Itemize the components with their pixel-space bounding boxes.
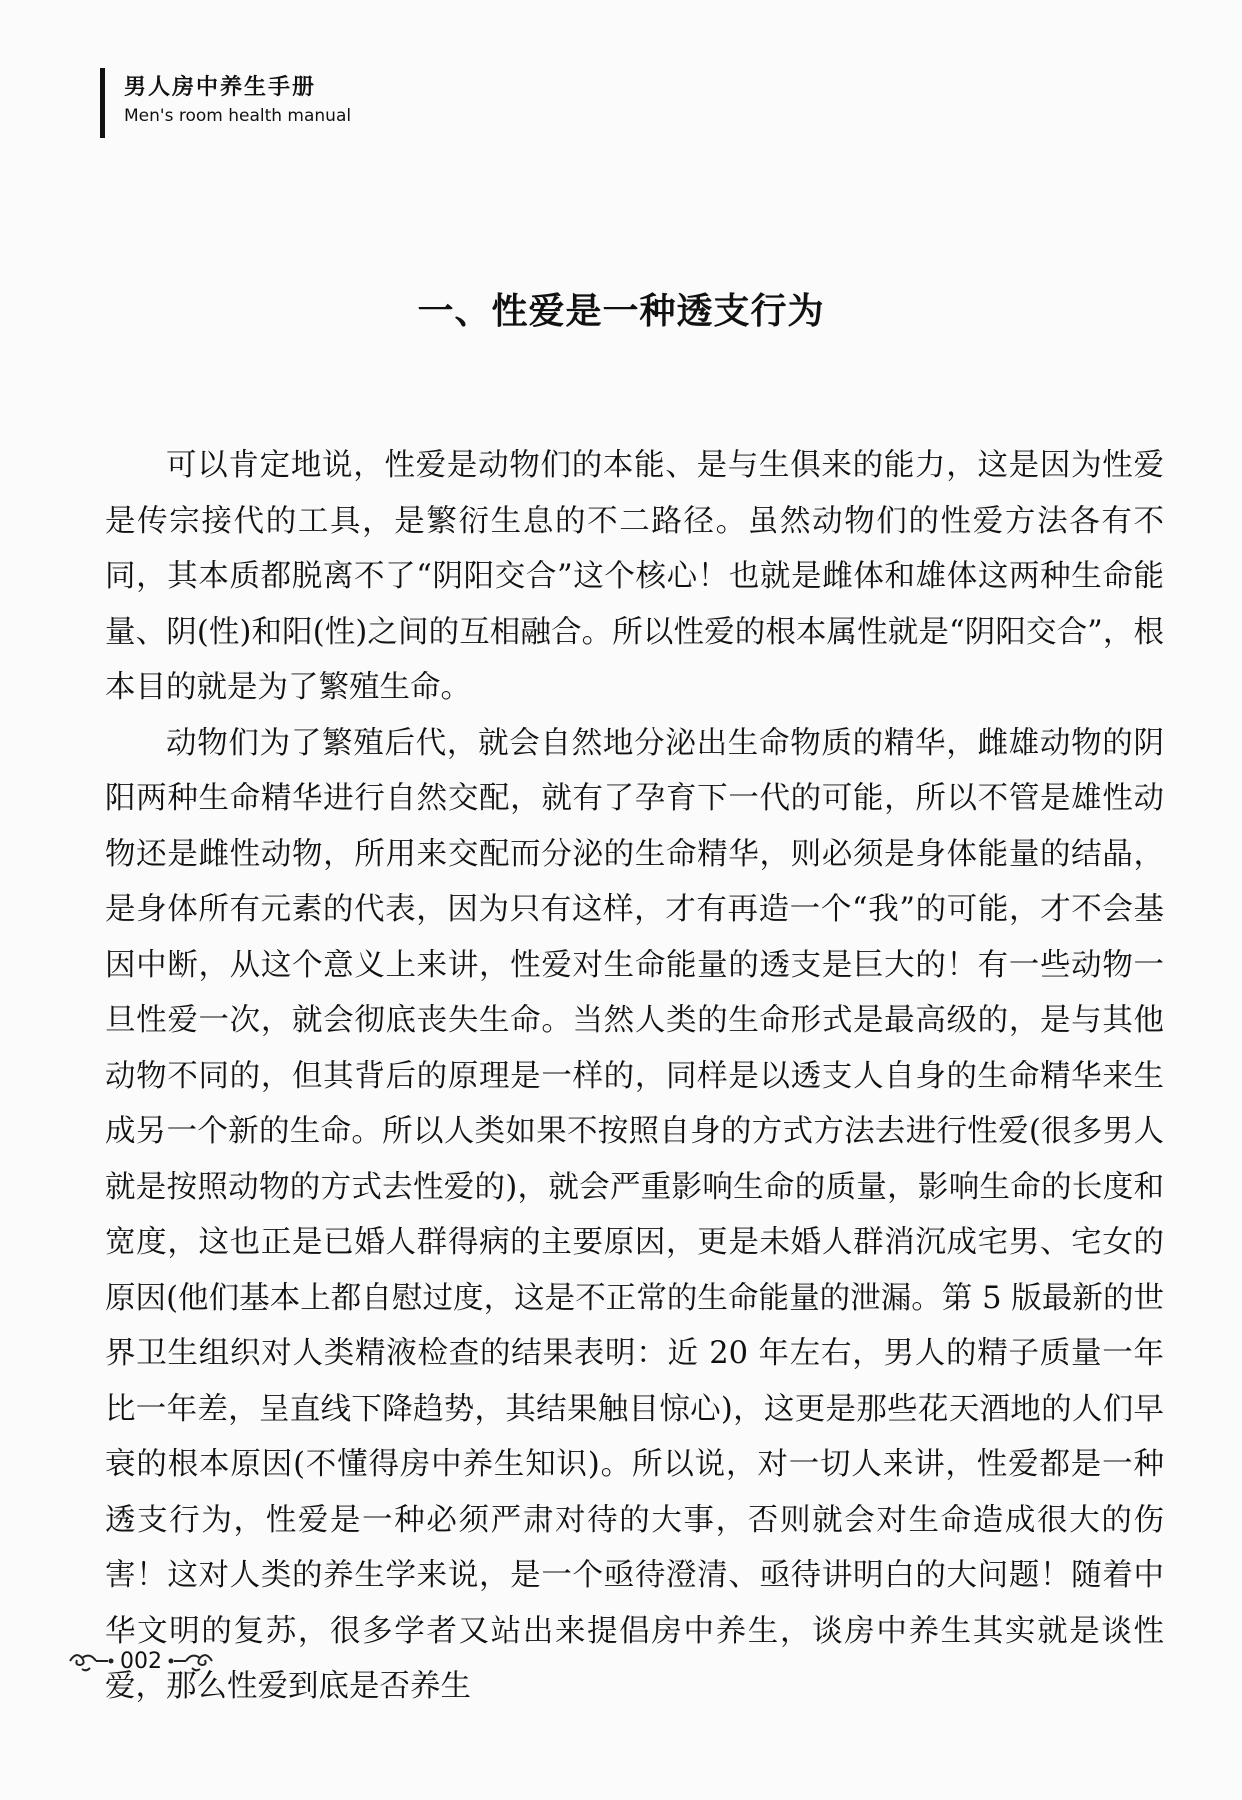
- page-number: 002: [120, 1648, 162, 1674]
- book-subtitle: Men's room health manual: [124, 106, 352, 126]
- header-rule: [100, 68, 105, 138]
- paragraph-2: 动物们为了繁殖后代，就会自然地分泌出生命物质的精华，雌雄动物的阴阳两种生命精华进行自然交配，就有了孕育下一代的可能，所以不管是雄性动物还是雌性动物，所用来交配而分泌的生命精华，则必须是身体能量的结晶，是身体所有元素的代表，因为只有这样，才有再造一个“我”的可能，才不会基因中断，从这个意义上来讲，性爱对生命能量的透支是巨大的！有一些动物一旦性爱一次，就会彻底丧失生命。当然人类的生命形式是最高级的，是与其他动物不同的，但其背后的原理是一样的，同样是以透支人自身的生命精华来生成另一个新的生命。所以人类如果不按照自身的方式方法去进行性爱(很多男人就是按照动物的方式去性爱的)，就会严重影响生命的质量，影响生命的长度和宽度，这也正是已婚人群得病的主要原因，更是未婚人群消沉成宅男、宅女的原因(他们基本上都自慰过度，这是不正常的生命能量的泄漏。第 5 版最新的世界卫生组织对人类精液检查的结果表明：近 20 年左右，男人的精子质量一年比一年差，呈直线下降趋势，其结果触目惊心)，这更是那些花天酒地的人们早衰的根本原因(不懂得房中养生知识)。所以说，对一切人来讲，性爱都是一种透支行为，性爱是一种必须严肃对待的大事，否则就会对生命造成很大的伤害！这对人类的养生学来说，是一个亟待澄清、亟待讲明白的大问题！随着中华文明的复苏，很多学者又站出来提倡房中养生，谈房中养生其实就是谈性爱，那么性爱到底是否养生: [105, 725, 1164, 1704]
- page-footer: [68, 1646, 214, 1676]
- book-title: 男人房中养生手册: [124, 75, 317, 100]
- chapter-title: 一、性爱是一种透支行为: [417, 291, 825, 332]
- body-text: [105, 438, 1164, 1715]
- scroll-ornament-left-icon: [68, 1648, 114, 1674]
- scroll-ornament-right-icon: [168, 1648, 214, 1674]
- paragraph-1: 可以肯定地说，性爱是动物们的本能、是与生俱来的能力，这是因为性爱是传宗接代的工具，是繁衍生息的不二路径。虽然动物们的性爱方法各有不同，其本质都脱离不了“阴阳交合”这个核心！也就是雌体和雄体这两种生命能量、阴(性)和阳(性)之间的互相融合。所以性爱的根本属性就是“阴阳交合”，根本目的就是为了繁殖生命。: [105, 448, 1164, 705]
